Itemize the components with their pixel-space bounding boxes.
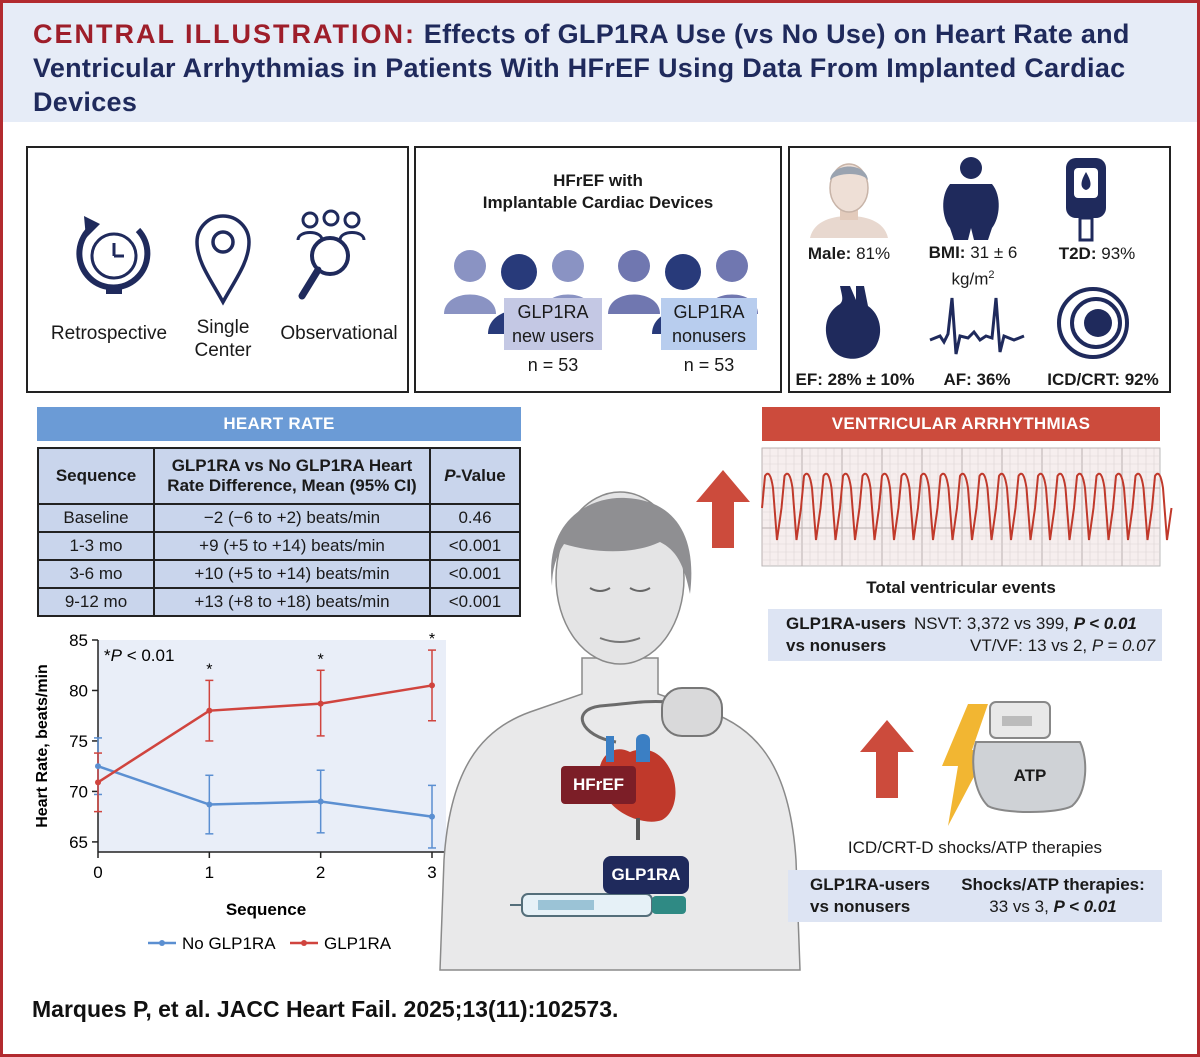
cell-diff: +13 (+8 to +18) beats/min <box>154 588 430 616</box>
stats-group-line2: vs nonusers <box>786 636 887 655</box>
af-label: AF: 36% <box>943 370 1011 389</box>
bmi-body-icon <box>940 156 1002 240</box>
glp1ra-data-point <box>318 701 324 707</box>
heart-rate-line-chart <box>0 630 460 960</box>
glp1ra-badge: GLP1RA <box>603 856 689 894</box>
cell-seq: 1-3 mo <box>38 532 154 560</box>
legend-no-glp1ra-marker <box>159 940 165 946</box>
ef-label: EF: 28% ± 10% <box>795 370 915 389</box>
chart-xlabel: Sequence <box>225 900 307 919</box>
col-sequence: Sequence <box>38 448 154 504</box>
chart-legend <box>148 934 392 953</box>
ecg-af-icon <box>930 296 1024 356</box>
cell-p: <0.001 <box>430 532 520 560</box>
observation-people-icon <box>296 210 366 304</box>
vtvf-p: P = 0.07 <box>1091 636 1156 655</box>
citation: Marques P, et al. JACC Heart Fail. 2025;13(11):102573. <box>32 996 619 1022</box>
male-value: 81% <box>856 244 891 263</box>
ventricular-events-stats <box>768 609 1162 661</box>
legend-glp1ra-label: GLP1RA <box>324 934 392 953</box>
chart-ylabel: Heart Rate, beats/min <box>34 664 51 828</box>
vtvf-text: VT/VF: 13 vs 2, <box>970 636 1088 655</box>
x-tick-label: 1 <box>204 863 215 882</box>
male-label <box>794 242 904 265</box>
location-pin-icon <box>193 210 253 306</box>
x-tick-label: 2 <box>315 863 326 882</box>
therapy-group-label <box>810 874 930 918</box>
patient-illustration <box>440 490 800 970</box>
population-box <box>414 146 782 393</box>
population-title-line2: Implantable Cardiac Devices <box>482 193 714 212</box>
bmi-key: BMI: <box>928 243 966 262</box>
therapy-group-line2: vs nonusers <box>810 897 911 916</box>
male-key: Male: <box>807 244 852 263</box>
col-difference-line2: Rate Difference, Mean (95% CI) <box>167 476 417 495</box>
legend-no-glp1ra-label: No GLP1RA <box>182 934 276 953</box>
icd-label: ICD/CRT: 92% <box>1047 370 1159 389</box>
characteristics-box <box>788 146 1171 393</box>
col-pvalue-rest: -Value <box>455 466 506 485</box>
title-text: Effects of GLP1RA Use (vs No Use) on Heart Rate and Ventricular Arrhythmias in Patients With HFrEF Using Data From Implanted Cardiac Devices <box>33 19 1130 117</box>
figure-title <box>33 17 1183 119</box>
group1-n: n = 53 <box>527 355 579 375</box>
t2d-label <box>1042 242 1152 265</box>
y-tick-label: 70 <box>69 782 88 802</box>
col-pvalue-italic: P <box>444 466 456 485</box>
increase-arrow-icon-2 <box>860 720 914 798</box>
chart-annotation-italic: P <box>110 646 122 665</box>
x-tick-label: 0 <box>93 863 103 882</box>
retrospective-icon <box>68 210 158 300</box>
therapy-result-line2: 33 vs 3, <box>989 897 1049 916</box>
nsvt-stat <box>914 613 1137 635</box>
population-title <box>416 170 780 214</box>
cell-diff: +10 (+5 to +14) beats/min <box>154 560 430 588</box>
glucose-meter-icon <box>1060 156 1112 242</box>
group1-badge <box>504 298 602 350</box>
icd-generator-icon <box>972 702 1090 814</box>
cell-diff: +9 (+5 to +14) beats/min <box>154 532 430 560</box>
x-tick-label: 3 <box>427 863 437 882</box>
total-events-label: Total ventricular events <box>866 578 1056 597</box>
header-band <box>3 3 1197 122</box>
significance-star: * <box>428 631 436 649</box>
therapy-label: ICD/CRT-D shocks/ATP therapies <box>847 838 1103 857</box>
glp1ra-data-point <box>95 779 101 785</box>
atp-label: ATP <box>1013 766 1047 785</box>
heart-rate-banner: HEART RATE <box>37 407 521 441</box>
vtvf-stat <box>970 635 1155 657</box>
y-tick-label: 65 <box>69 832 88 852</box>
cell-p: <0.001 <box>430 560 520 588</box>
cell-seq: 3-6 mo <box>38 560 154 588</box>
population-title-line1: HFrEF with <box>553 171 643 190</box>
ventricular-ecg-strip <box>762 448 1160 566</box>
y-tick-label: 85 <box>69 631 88 650</box>
chart-annotation-rest: < 0.01 <box>121 646 175 665</box>
male-face-icon <box>808 158 890 238</box>
stats-group-line1: GLP1RA-users <box>786 614 906 633</box>
study-design-box <box>26 146 409 393</box>
therapy-result <box>948 874 1158 918</box>
y-tick-label: 80 <box>69 681 88 701</box>
cell-p: 0.46 <box>430 504 520 532</box>
therapy-stats <box>788 870 1162 922</box>
group1-line1: GLP1RA <box>517 302 589 322</box>
heart-icon <box>820 282 884 364</box>
center-text: Center <box>194 340 252 361</box>
y-tick-label: 75 <box>69 731 88 751</box>
increase-arrow-icon <box>696 470 750 548</box>
cell-seq: 9-12 mo <box>38 588 154 616</box>
stats-group-label <box>786 613 906 657</box>
chart-plot-background <box>98 640 446 852</box>
glp1ra-data-point <box>206 708 212 714</box>
single-text: Single <box>196 317 250 338</box>
t2d-value: 93% <box>1101 244 1136 263</box>
t2d-key: T2D: <box>1058 244 1097 263</box>
legend-glp1ra-marker <box>301 940 307 946</box>
therapy-group-line1: GLP1RA-users <box>810 875 930 894</box>
bmi-label <box>918 242 1028 291</box>
nsvt-text: NSVT: 3,372 vs 399, <box>914 614 1069 633</box>
ecg-grid-background <box>762 448 1160 566</box>
therapy-result-p: P < 0.01 <box>1053 897 1117 916</box>
significance-star: * <box>317 651 324 669</box>
no-glp1ra-data-point <box>429 814 435 820</box>
title-lead: CENTRAL ILLUSTRATION: <box>33 19 416 49</box>
retrospective-label: Retrospective <box>50 323 168 344</box>
nsvt-p: P < 0.01 <box>1073 614 1137 633</box>
no-glp1ra-data-point <box>206 802 212 808</box>
group2-line2: nonusers <box>671 326 747 346</box>
observational-label: Observational <box>280 323 398 344</box>
arrhythmias-banner: VENTRICULAR ARRHYTHMIAS <box>762 407 1160 441</box>
bmi-value: 31 ± 6 <box>970 243 1018 262</box>
bmi-unit: kg/m <box>951 269 989 289</box>
cell-seq: Baseline <box>38 504 154 532</box>
bmi-sup: 2 <box>988 269 995 281</box>
group2-n: n = 53 <box>683 355 735 375</box>
icd-device-icon <box>1056 286 1130 360</box>
group2-line1: GLP1RA <box>673 302 745 322</box>
group2-badge <box>661 298 757 350</box>
hfref-badge: HFrEF <box>561 766 636 804</box>
therapy-result-line1: Shocks/ATP therapies: <box>961 875 1145 894</box>
cell-diff: −2 (−6 to +2) beats/min <box>154 504 430 532</box>
group1-line2: new users <box>511 326 595 346</box>
col-difference-line1: GLP1RA vs No GLP1RA Heart <box>171 456 413 475</box>
cell-p: <0.001 <box>430 588 520 616</box>
no-glp1ra-data-point <box>318 799 324 805</box>
col-difference <box>154 448 430 504</box>
significance-star: * <box>206 661 213 679</box>
no-glp1ra-data-point <box>95 763 101 769</box>
glp1ra-data-point <box>429 682 435 688</box>
single-center-label <box>178 316 268 362</box>
chart-annotation: *P < 0.01 <box>104 646 175 665</box>
